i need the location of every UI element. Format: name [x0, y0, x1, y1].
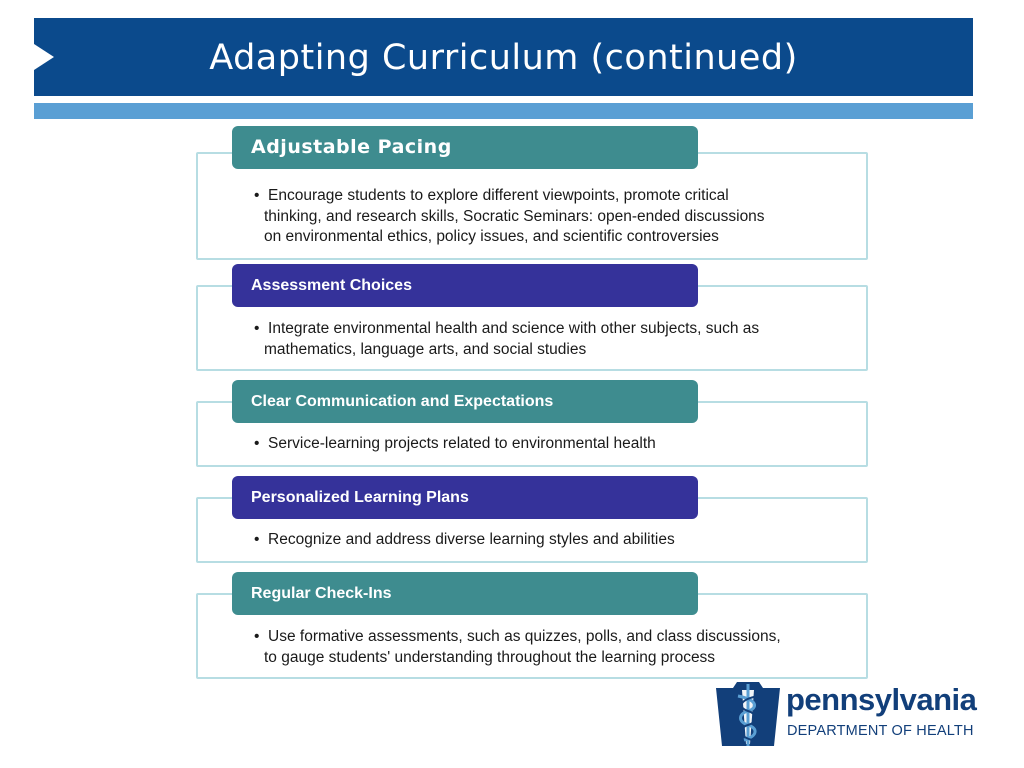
section-bullet: [254, 434, 810, 455]
bullet-line: Encourage students to explore different viewpoints, promote critical: [268, 187, 729, 204]
accent-bar: [34, 103, 973, 119]
section-header: Regular Check-Ins: [232, 572, 698, 615]
section-header: Personalized Learning Plans: [232, 476, 698, 519]
bullet-line: Integrate environmental health and science with other subjects, such as: [268, 320, 760, 337]
bullet-line: Recognize and address diverse learning styles and abilities: [268, 531, 675, 548]
section-assessment-choices: [196, 264, 868, 371]
title-bar: [34, 18, 973, 96]
section-bullet: [254, 530, 810, 551]
bullet-line: on environmental ethics, policy issues, and scientific controversies: [264, 228, 719, 245]
logo-name: pennsylvania: [786, 682, 977, 717]
section-personalized-learning: [196, 476, 868, 563]
section-bullet: [254, 186, 810, 248]
bullet-line: mathematics, language arts, and social studies: [264, 340, 587, 358]
bullet-line: thinking, and research skills, Socratic Seminars: open-ended discussions: [264, 207, 765, 225]
section-clear-communication: [196, 380, 868, 467]
section-bullet: [254, 627, 810, 668]
logo-department: DEPARTMENT OF HEALTH: [787, 723, 974, 739]
bullet-line: Service-learning projects related to environmental health: [268, 435, 656, 452]
keystone-caduceus-icon: [714, 680, 782, 748]
section-header: Assessment Choices: [232, 264, 698, 307]
pennsylvania-logo: [714, 680, 976, 748]
section-header: Adjustable Pacing: [232, 126, 698, 169]
slide-title: Adapting Curriculum (continued): [209, 38, 798, 78]
section-header: Clear Communication and Expectations: [232, 380, 698, 423]
section-bullet: [254, 319, 810, 360]
bullet-line: to gauge students' understanding throughout the learning process: [264, 648, 716, 666]
section-adjustable-pacing: [196, 126, 868, 260]
bullet-line: Use formative assessments, such as quizzes, polls, and class discussions,: [268, 628, 781, 645]
section-regular-check-ins: [196, 572, 868, 679]
